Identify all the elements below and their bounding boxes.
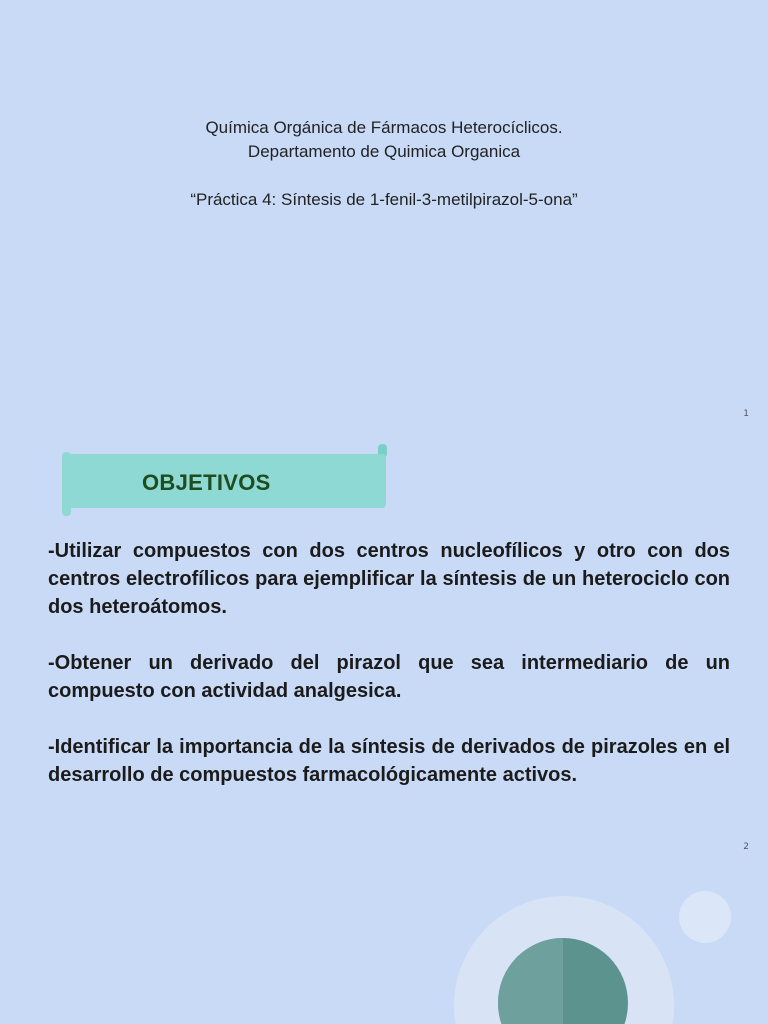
objective-item: -Utilizar compuestos con dos centros nucleofílicos y otro con dos centros electrofílicos para ejemplificar la síntesis de un heterociclo con dos heteroátomos. — [48, 540, 730, 618]
decorative-circle-small — [679, 891, 731, 943]
page-number: 2 — [743, 842, 749, 852]
objectives-list — [48, 537, 730, 817]
decorative-circle-slice — [498, 938, 563, 1024]
objectives-heading: OBJETIVOS — [142, 470, 271, 495]
course-title: Química Orgánica de Fármacos Heterocíclicos. — [205, 118, 563, 137]
objective-item: -Identificar la importancia de la síntesis de derivados de pirazoles en el desarrollo de compuestos farmacológicamente activos. — [48, 736, 730, 786]
department-name: Departamento de Quimica Organica — [247, 142, 521, 161]
page-2 — [0, 430, 768, 1024]
objective-item: -Obtener un derivado del pirazol que sea intermediario de un compuesto con actividad analgesica. — [48, 652, 730, 702]
practice-title: “Práctica 4: Síntesis de 1-fenil-3-metilpirazol-5-ona” — [190, 190, 578, 209]
title-block — [0, 116, 768, 212]
page-number: 1 — [743, 409, 749, 419]
page-1 — [0, 0, 768, 430]
objectives-banner — [62, 452, 387, 508]
